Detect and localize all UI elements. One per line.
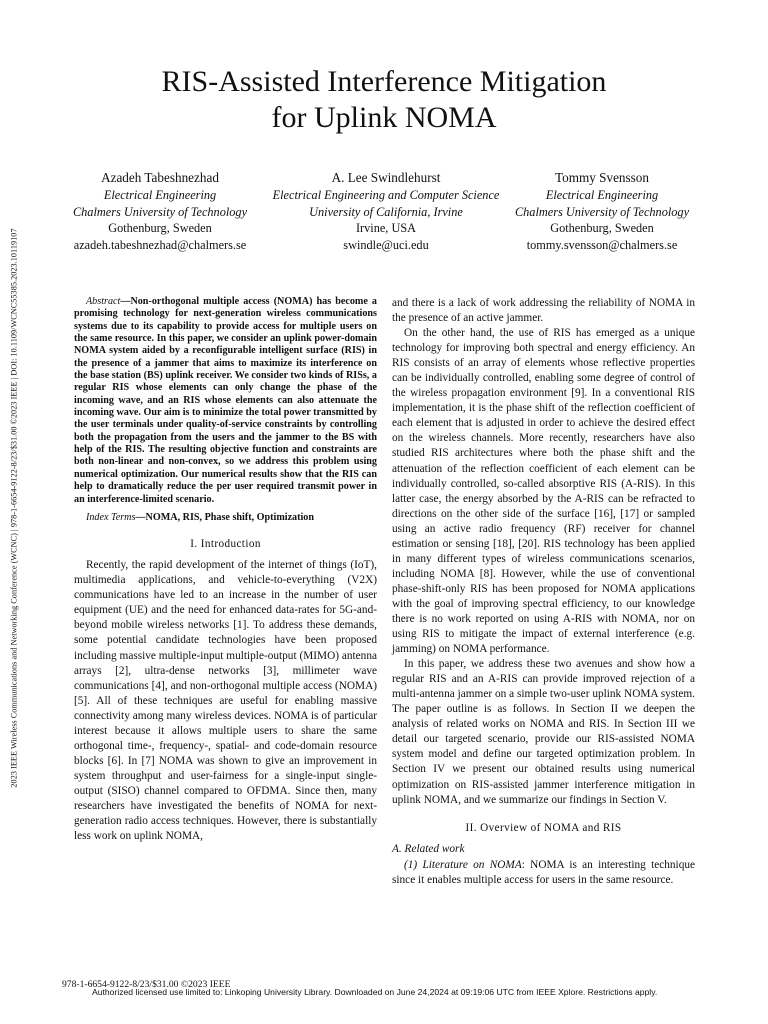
author-name: Tommy Svensson (555, 170, 649, 185)
footer-license: Authorized licensed use limited to: Linkoping University Library. Downloaded on June 24,2024 at 09:19:06 UTC from IEEE Xplore. Restrictions apply. (92, 987, 658, 997)
intro-paragraph-3: In this paper, we address these two avenues and show how a regular RIS and an A-RIS can provide improved rejection of a multi-antenna jammer on a simple two-user uplink NOMA system. The paper outline is as follows. In Section II we deepen the analysis of related works on NOMA and RIS. In Section III we detail our targeted scenario, provide our RIS-assisted NOMA system model and define our targeted optimization problem. In Section IV we present our obtained results using numerical optimization on RIS-assisted jammer interference mitigation in uplink NOMA, and we summarize our findings in Section V. (392, 658, 695, 806)
author-organization: Chalmers University of Technology (72, 204, 248, 219)
author-organization: University of California, Irvine (309, 204, 463, 219)
intro-paragraph-1-continued: and there is a lack of work addressing the reliability of NOMA in the presence of an active jammer. (392, 297, 695, 325)
index-terms-label: Index Terms (86, 511, 136, 523)
author-city: Gothenburg, Sweden (550, 221, 654, 236)
index-terms (74, 512, 377, 524)
section-heading-overview: II. Overview of NOMA and RIS (465, 821, 622, 834)
author-block-1 (58, 170, 262, 253)
author-department: Electrical Engineering and Computer Science (272, 188, 500, 203)
author-name: Azadeh Tabeshnezhad (101, 170, 219, 185)
author-department: Electrical Engineering (545, 188, 659, 203)
author-email: tommy.svensson@chalmers.se (526, 237, 678, 252)
author-city: Gothenburg, Sweden (108, 221, 212, 236)
author-department: Electrical Engineering (103, 188, 217, 203)
paper-title-line-1: RIS-Assisted Interference Mitigation (161, 65, 607, 98)
author-email: azadeh.tabeshnezhad@chalmers.se (73, 237, 247, 252)
author-name: A. Lee Swindlehurst (331, 170, 441, 185)
author-email: swindle@uci.edu (343, 237, 429, 252)
author-city: Irvine, USA (355, 221, 417, 236)
footer-isbn: 978-1-6654-9122-8/23/$31.00 ©2023 IEEE (62, 979, 231, 990)
right-column (392, 296, 695, 888)
author-block-3 (502, 170, 702, 253)
literature-noma-text: : NOMA is an interesting technique since it enables multiple access for users in the same resource. (392, 858, 696, 886)
intro-paragraph-1: Recently, the rapid development of the internet of things (IoT), multimedia applications, and vehicle-to-everything (V2X) communications have led to an increase in the number of user equipment (UE) and the need for enhanced data-rates for 5G-and-beyond mobile wireless networks [1]. To address these demands, some potential candidate technologies have been proposed including massive multiple-input multiple-output (MIMO) antenna arrays [2], ultra-dense networks [3], millimeter wave communications [4], and non-orthogonal multiple access (NOMA) [5]. All of these techniques are useful for enabling massive connectivity among many wireless devices. NOMA is of particular interest because it allows multiple users to share the same orthogonal time-, frequency-, spatial- and code-domain resource blocks [6]. In [7] NOMA was shown to give an improvement in system throughput and user-fairness for a single-input single-output (SISO) channel compared to OFDMA. Since then, many researchers have investigated the benefits of NOMA for next-generation radio access techniques. However, there is substantially less work on uplink NOMA, (74, 559, 377, 843)
abstract-label: Abstract (86, 296, 121, 307)
section-heading-introduction: I. Introduction (190, 538, 261, 551)
author-block-2 (254, 170, 518, 253)
sidebar-citation-text: 2023 IEEE Wireless Communications and Networking Conference (WCNC) | 978-1-6654-9122-8/23/$31.00 ©2023 IEEE | DOI: 10.1109/WCNC55385.2023.10119107 (9, 227, 19, 788)
literature-noma-label: (1) Literature on NOMA (404, 858, 522, 871)
index-terms-text: —NOMA, RIS, Phase shift, Optimization (135, 511, 315, 523)
abstract (74, 296, 377, 506)
paper-title-line-2: for Uplink NOMA (271, 101, 497, 134)
left-column (74, 296, 377, 844)
sidebar-citation (6, 160, 22, 855)
abstract-text: —Non-orthogonal multiple access (NOMA) has become a promising technology for next-generation wireless communications systems due to its capability to provide access for multiple users on the same resource. In this paper, we consider an uplink power-domain NOMA system aided by a reconfigurable intelligent surface (RIS) in the presence of a jammer that aims to maximize its interference on the base station (BS) uplink receiver. We consider two kinds of RISs, a regular RIS whose elements can only change the phase of the incoming wave, and an RIS whose elements can also attenuate the incoming wave. Our aim is to minimize the total power transmitted by the user terminals under quality-of-service constraints by controlling both the propagation from the users and the jammer to the BS with help of the RIS. The resulting objective function and constraints are both non-linear and non-convex, so we address this problem using numerical optimization. Our numerical results show that the RIS can help to dramatically reduce the per user required transmit power in an interference-limited scenario. (74, 296, 377, 505)
intro-paragraph-2: On the other hand, the use of RIS has emerged as a unique technology for improving both spectral and energy efficiency. An RIS consists of an array of elements whose reflective properties can be individually controlled, enabling some degree of control of the wireless propagation environment [9]. In a conventional RIS implementation, it is the phase shift of the reflection coefficient of each element that is adjusted in order to achieve the desired effect on the wireless channels. More recently, researchers have also studied RIS architectures where both the phase shift and the attenuation of the reflection coefficient of each element can be individually controlled, so-called absorptive RIS (A-RIS). In this latter case, the energy absorbed by the A-RIS can be refracted to directions on the other side of the surface [16], [17] or sampled using an active radio frequency (RF) receiver for channel estimation or sensing [18], [20]. RIS technology has been applied in many different types of wireless communications scenarios, including NOMA [8]. However, while the use of conventional phase-shift-only RIS has been proposed for NOMA applications with the goal of improving spectral efficiency, to our knowledge there is no work reported on using A-RIS with NOMA, nor on using RIS to mitigate the impact of external interference (e.g. jamming) on NOMA performance. (392, 327, 695, 656)
author-organization: Chalmers University of Technology (514, 204, 690, 219)
paper-title (90, 64, 678, 136)
subsection-heading-related-work: A. Related work (392, 842, 465, 855)
related-work-paragraph-1 (392, 858, 695, 888)
